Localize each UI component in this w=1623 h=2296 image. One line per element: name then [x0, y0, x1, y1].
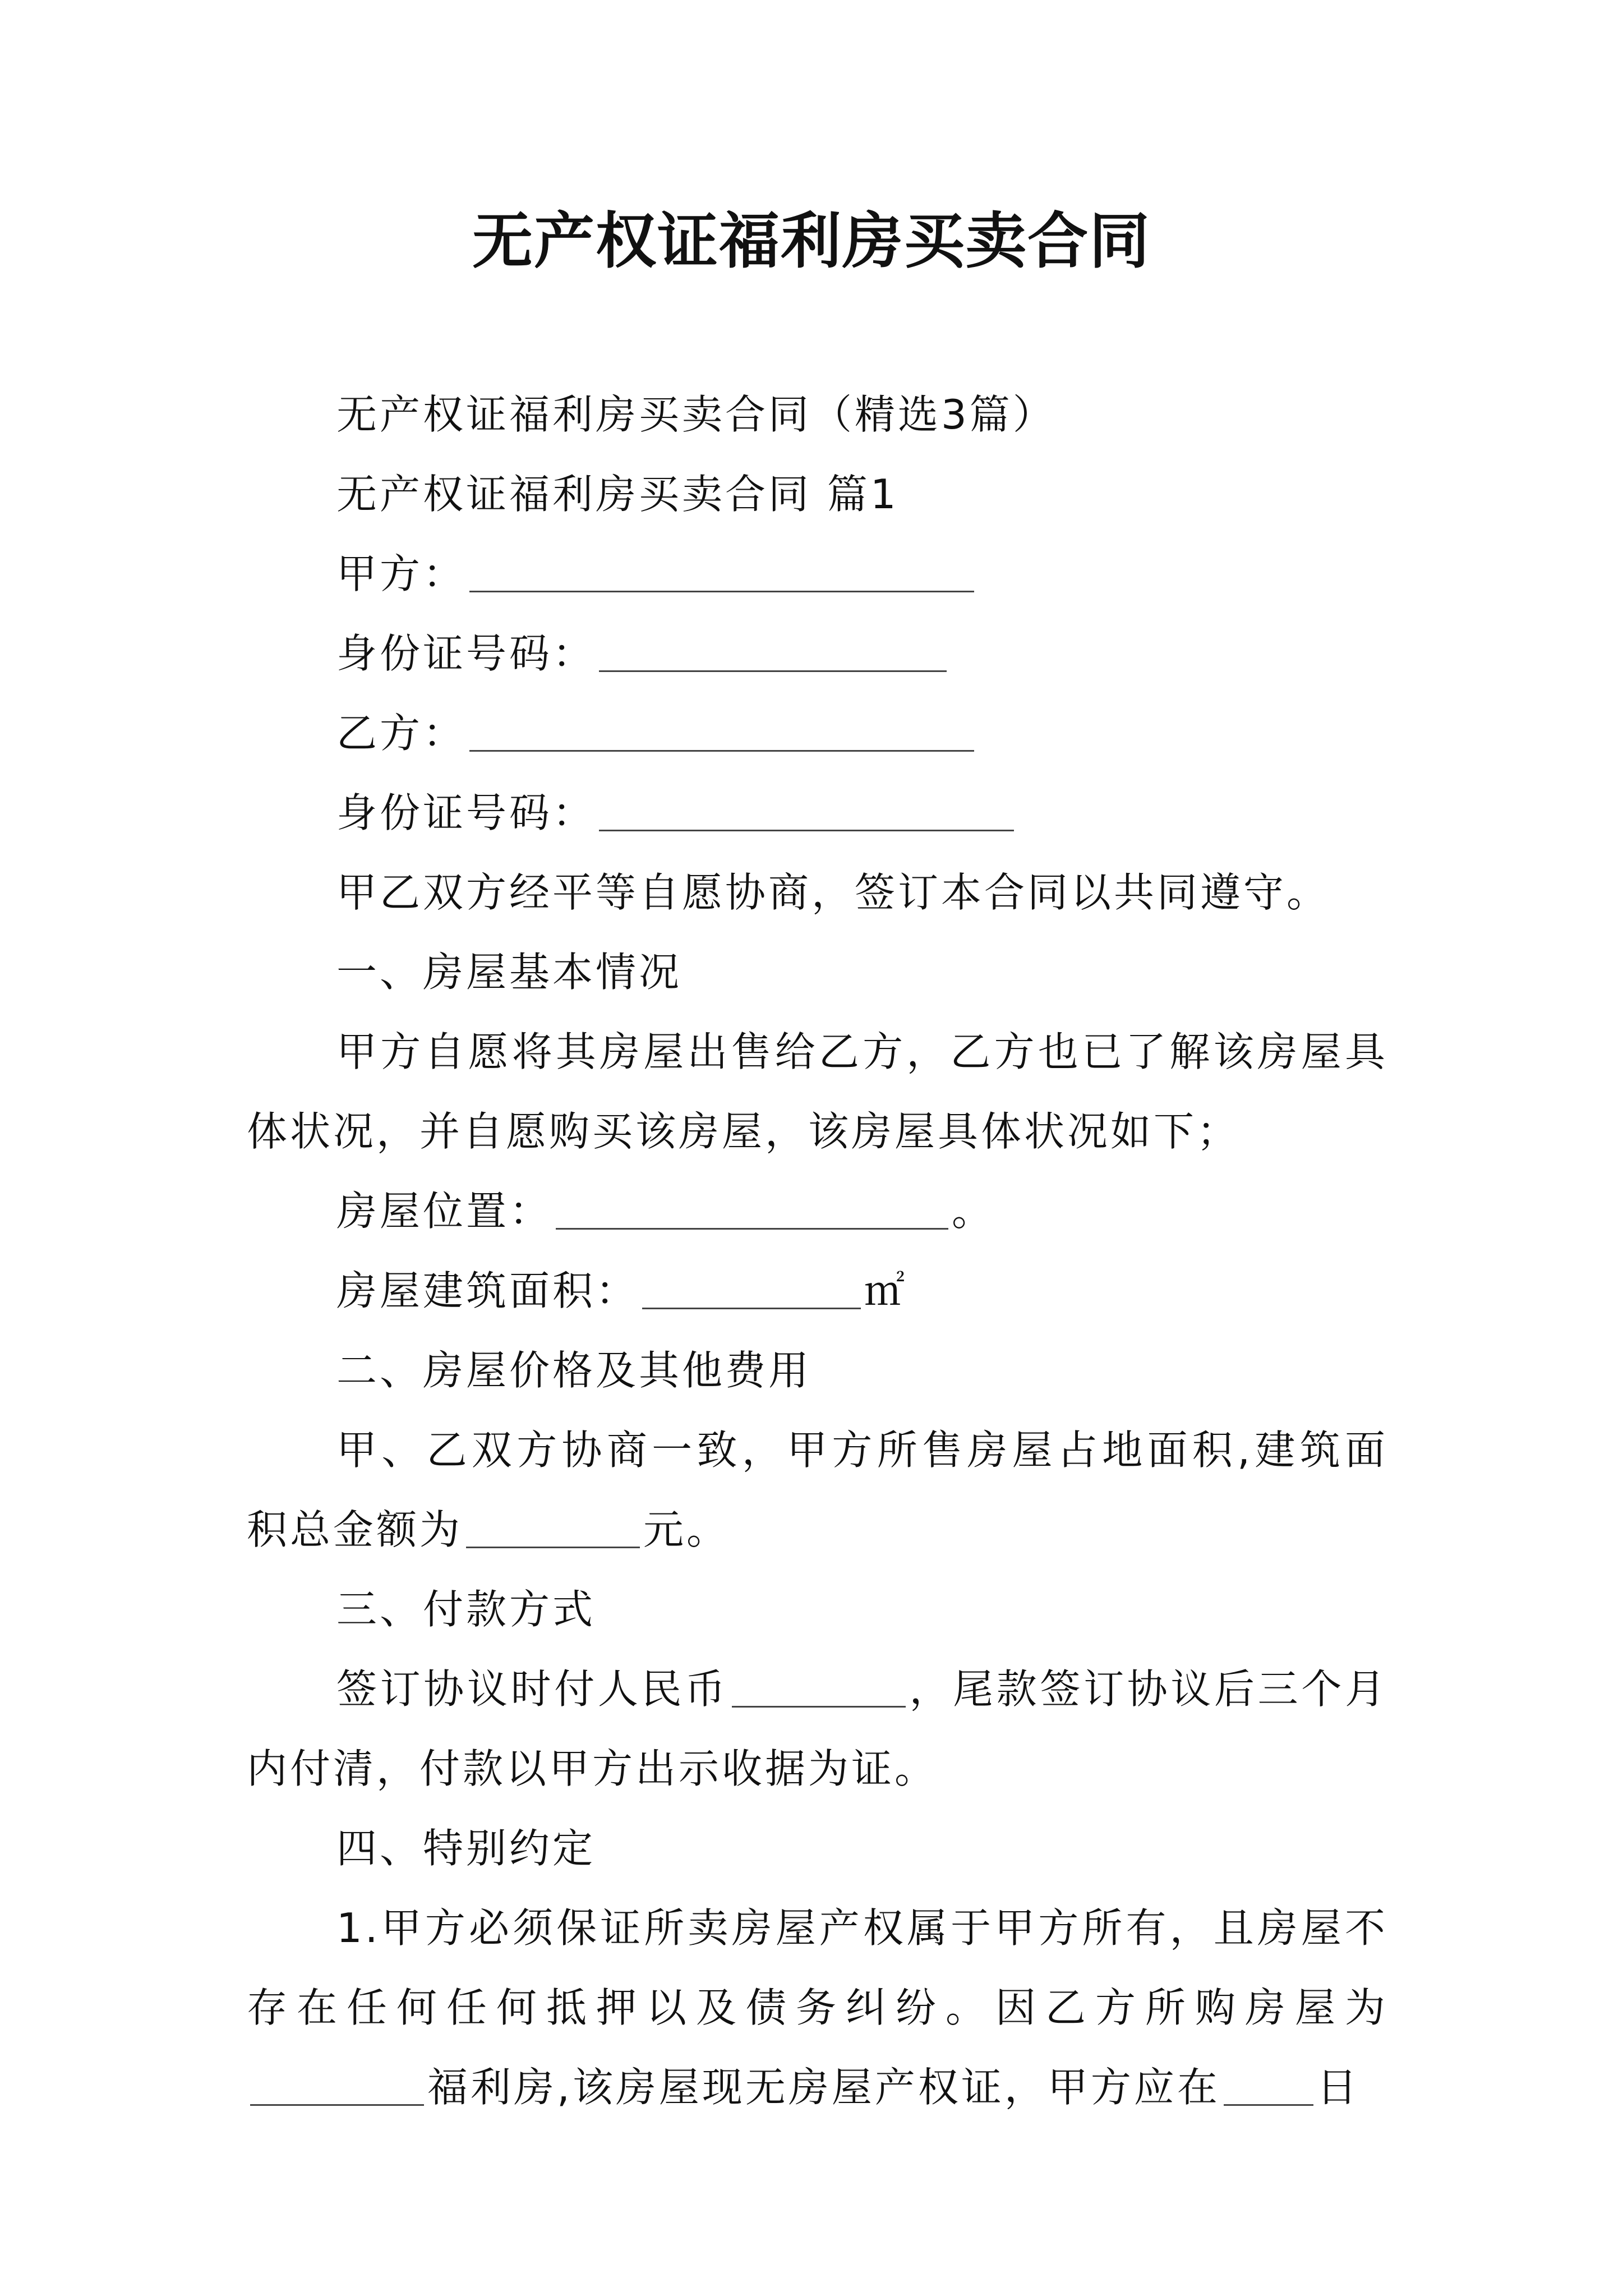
id-line-2	[247, 773, 1388, 853]
heading-2: 二、房屋价格及其他费用	[336, 1347, 812, 1394]
id-line-1	[247, 614, 1388, 693]
paragraph-3-text-a: 签订协议时付人民币	[336, 1665, 728, 1713]
location-suffix: 。	[952, 1188, 995, 1235]
id-blank-2	[599, 790, 1014, 831]
document-title: 无产权证福利房买卖合同	[472, 206, 1151, 277]
days-blank	[1224, 2065, 1313, 2106]
party-b-blank	[469, 711, 974, 752]
heading-4: 四、特别约定	[336, 1825, 596, 1872]
area-unit: ㎡	[864, 1267, 908, 1314]
total-amount-blank	[466, 1507, 640, 1548]
paragraph-4	[247, 1888, 1388, 2127]
area-label: 房屋建筑面积：	[336, 1267, 639, 1314]
party-a-line	[247, 534, 1388, 614]
party-b-label: 乙方：	[336, 710, 467, 757]
welfare-house-blank	[250, 2065, 424, 2106]
paragraph-4-text-a: 1.甲方必须保证所卖房屋产权属于甲方所有，且房屋不存在任何任何抵押以及债务纠纷。因乙方所购房屋为	[247, 1904, 1388, 2031]
id-blank-1	[599, 631, 947, 672]
location-label: 房屋位置：	[336, 1188, 553, 1235]
intro-paragraph: 甲乙双方经平等自愿协商，签订本合同以共同遵守。	[336, 869, 1330, 916]
heading-1: 一、房屋基本情况	[336, 949, 683, 996]
paragraph-4-text-b: 福利房,该房屋现无房屋产权证，甲方应在	[427, 2064, 1220, 2111]
payment-blank	[732, 1667, 906, 1708]
area-blank	[642, 1268, 861, 1309]
location-line	[247, 1171, 1388, 1251]
location-blank	[556, 1189, 948, 1230]
heading-3: 三、付款方式	[336, 1586, 596, 1633]
paragraph-1: 甲方自愿将其房屋出售给乙方，乙方也已了解该房屋具体状况，并自愿购买该房屋，该房屋具体状况如下；	[247, 1028, 1388, 1155]
paragraph-3-text-b: ，尾款签订协议后三个月内付清，付款以甲方出示收据为证。	[247, 1665, 1388, 1792]
paragraph-2-text-b: 元。	[643, 1506, 730, 1553]
paragraph-3	[247, 1649, 1388, 1809]
id-label-1: 身份证号码：	[336, 630, 596, 677]
id-label-2: 身份证号码：	[336, 789, 596, 836]
subtitle: 无产权证福利房买卖合同（精选3篇）	[336, 391, 1056, 438]
paragraph-2-text-a: 甲、乙双方协商一致，甲方所售房屋占地面积,建筑面积总金额为	[247, 1427, 1388, 1553]
party-b-line	[247, 693, 1388, 773]
paragraph-4-text-c: 日	[1316, 2064, 1360, 2111]
area-line	[247, 1251, 1388, 1331]
section-heading: 无产权证福利房买卖合同 篇1	[336, 471, 899, 518]
paragraph-2	[247, 1410, 1388, 1570]
party-a-blank	[469, 551, 974, 592]
document-body	[247, 375, 1388, 2127]
party-a-label: 甲方：	[336, 550, 467, 597]
